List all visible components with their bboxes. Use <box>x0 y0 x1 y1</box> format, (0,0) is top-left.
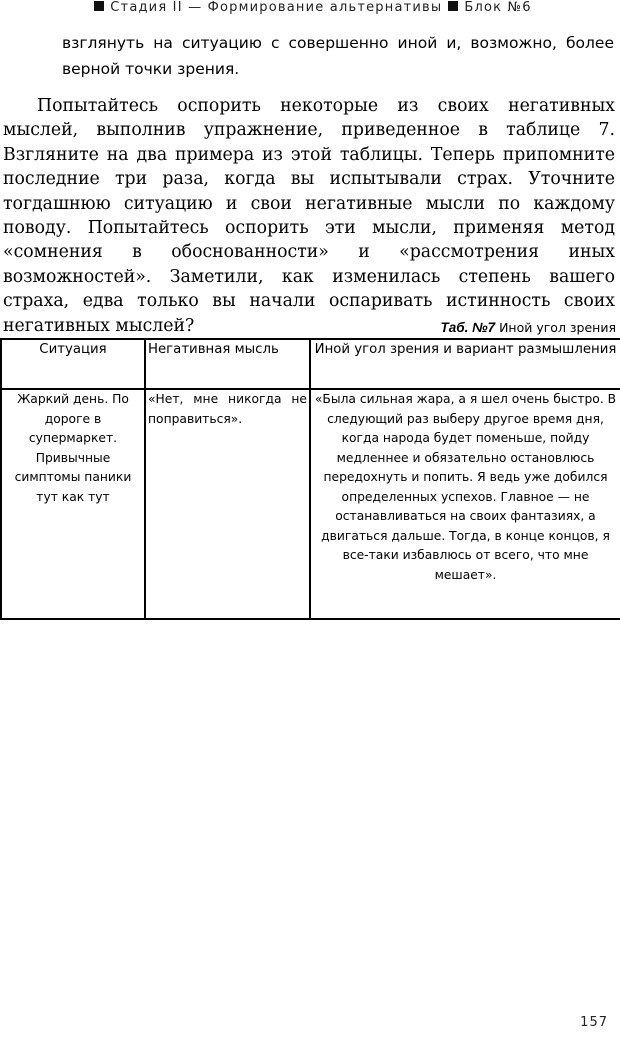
cell-situation: Жаркий день. По дороге в супермаркет. Привычные симптомы паники тут как тут <box>1 389 145 619</box>
cell-negative-thought: «Нет, мне никогда не поправиться». <box>145 389 310 619</box>
header-stage: Стадия II — Формирование альтернативы <box>110 0 443 15</box>
table-header-row <box>1 339 620 389</box>
square-bullet-icon <box>448 1 458 11</box>
table-caption-title: Иной угол зрения <box>499 320 616 335</box>
body-paragraph: Попытайтесь оспорить некоторые из своих негативных мыслей, выполнив упражнение, приведенное в таблице 7. Взгляните на два примера из этой таблицы. Теперь припомните последние три раза, когда вы испытывали страх. Уточните тогдашнюю ситуацию и свои негативные мысли по каждому поводу. Попытайтесь оспорить эти мысли, применяя метод «сомнения в обоснованности» и «рассмотрения иных возможностей». Заметили, как изменилась степень вашего страха, едва только вы начали оспаривать истинность своих негативных мыслей? <box>3 96 615 336</box>
reframing-table <box>0 338 620 620</box>
cell-alternative-view: «Была сильная жара, а я шел очень быстро. В следующий раз выберу другое время дня, когда народа будет поменьше, пойду медленнее и обязательно остановлюсь передохнуть и попить. Я ведь уже добился определенных успехов. Главное — не останавливаться на своих фантазиях, а двигаться дальше. Тогда, в конце концов, я все-таки избавлюсь от всего, что мне мешает». <box>310 389 620 619</box>
table-caption-label: Таб. №7 <box>440 320 496 335</box>
page-number: 157 <box>580 1015 608 1030</box>
continuation-text: взглянуть на ситуацию с совершенно иной и, возможно, более верной точки зрения. <box>62 34 614 78</box>
header-negative-thought: Негативная мысль <box>145 339 310 389</box>
square-bullet-icon <box>94 1 104 11</box>
header-alternative-view: Иной угол зрения и вариант размышления <box>310 339 620 389</box>
header-block: Блок №6 <box>464 0 532 15</box>
header-situation: Ситуация <box>1 339 145 389</box>
table-caption <box>440 320 616 338</box>
running-header <box>0 0 620 20</box>
table-row <box>1 389 620 619</box>
